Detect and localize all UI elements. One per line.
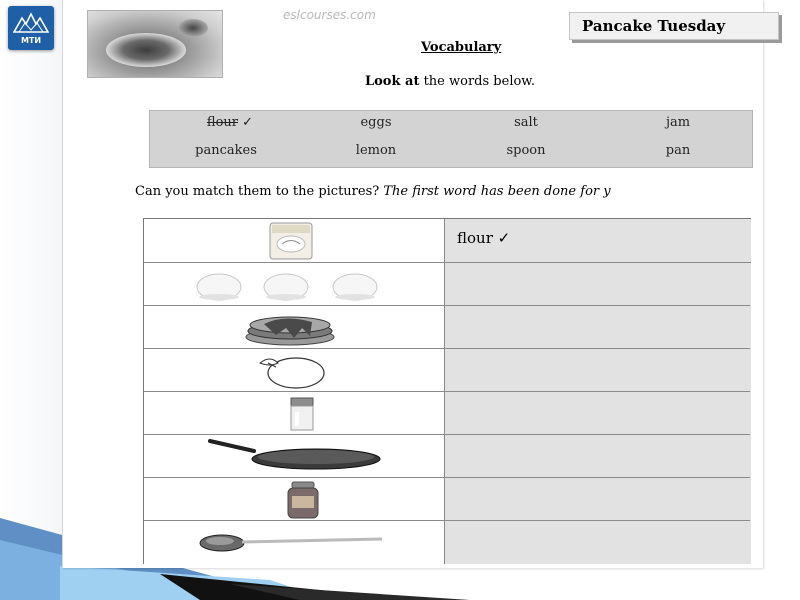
picture-cell [144, 521, 444, 564]
logo-text: МТИ [20, 36, 42, 45]
question-italic: The first word has been done for y [383, 184, 611, 199]
picture-cell [144, 478, 444, 521]
salt-shaker-icon [144, 392, 444, 435]
instruction-bold: Look at [365, 74, 420, 89]
word-lemon: lemon [355, 143, 397, 158]
answer-cell[interactable] [444, 392, 751, 435]
flour-bag-icon [144, 219, 444, 262]
table-row [144, 434, 750, 478]
worksheet-title: Pancake Tuesday [569, 12, 779, 40]
table-row [144, 219, 750, 262]
mountains-icon [13, 10, 49, 34]
word-flour-label: flour [206, 115, 239, 130]
word-salt: salt [514, 115, 538, 130]
picture-cell [144, 349, 444, 392]
matching-table [143, 218, 751, 564]
answer-cell[interactable] [444, 521, 751, 564]
answer-cell[interactable] [444, 219, 751, 262]
answer-cell[interactable] [444, 349, 751, 392]
lemon-icon [144, 349, 444, 392]
vocabulary-heading: Vocabulary [421, 40, 502, 55]
logo [8, 6, 54, 50]
answer-text: flour ✓ [457, 229, 511, 247]
table-row [144, 348, 750, 392]
word-box [149, 110, 753, 168]
table-row [144, 477, 750, 521]
word-jam: jam [665, 115, 691, 130]
plate-icon [106, 33, 186, 67]
picture-cell [144, 306, 444, 349]
table-row [144, 391, 750, 435]
pancakes-icon [144, 306, 444, 349]
answer-cell[interactable] [444, 435, 751, 478]
picture-cell [144, 392, 444, 435]
instruction [365, 74, 535, 89]
word-pancakes: pancakes [195, 143, 257, 158]
table-row [144, 520, 750, 564]
picture-cell [144, 435, 444, 478]
worksheet [62, 0, 763, 568]
table-row [144, 262, 750, 306]
answer-cell[interactable] [444, 263, 751, 306]
word-pan: pan [665, 143, 691, 158]
picture-cell [144, 263, 444, 306]
word-flour [180, 115, 280, 130]
check-icon: ✓ [242, 115, 254, 130]
answer-cell[interactable] [444, 306, 751, 349]
question-normal: Can you match them to the pictures? [135, 184, 384, 199]
word-spoon: spoon [506, 143, 546, 158]
eggs-icon [144, 263, 444, 306]
word-eggs: eggs [360, 115, 392, 130]
watermark: eslcourses.com [283, 8, 376, 22]
question [135, 184, 611, 199]
instruction-rest: the words below. [419, 74, 536, 89]
spoon-icon [144, 521, 444, 564]
answer-cell[interactable] [444, 478, 751, 521]
bowl-icon [178, 19, 208, 37]
table-row [144, 305, 750, 349]
pancake-photo [87, 10, 223, 78]
picture-cell [144, 219, 444, 262]
frying-pan-icon [144, 435, 444, 478]
jam-jar-icon [144, 478, 444, 521]
